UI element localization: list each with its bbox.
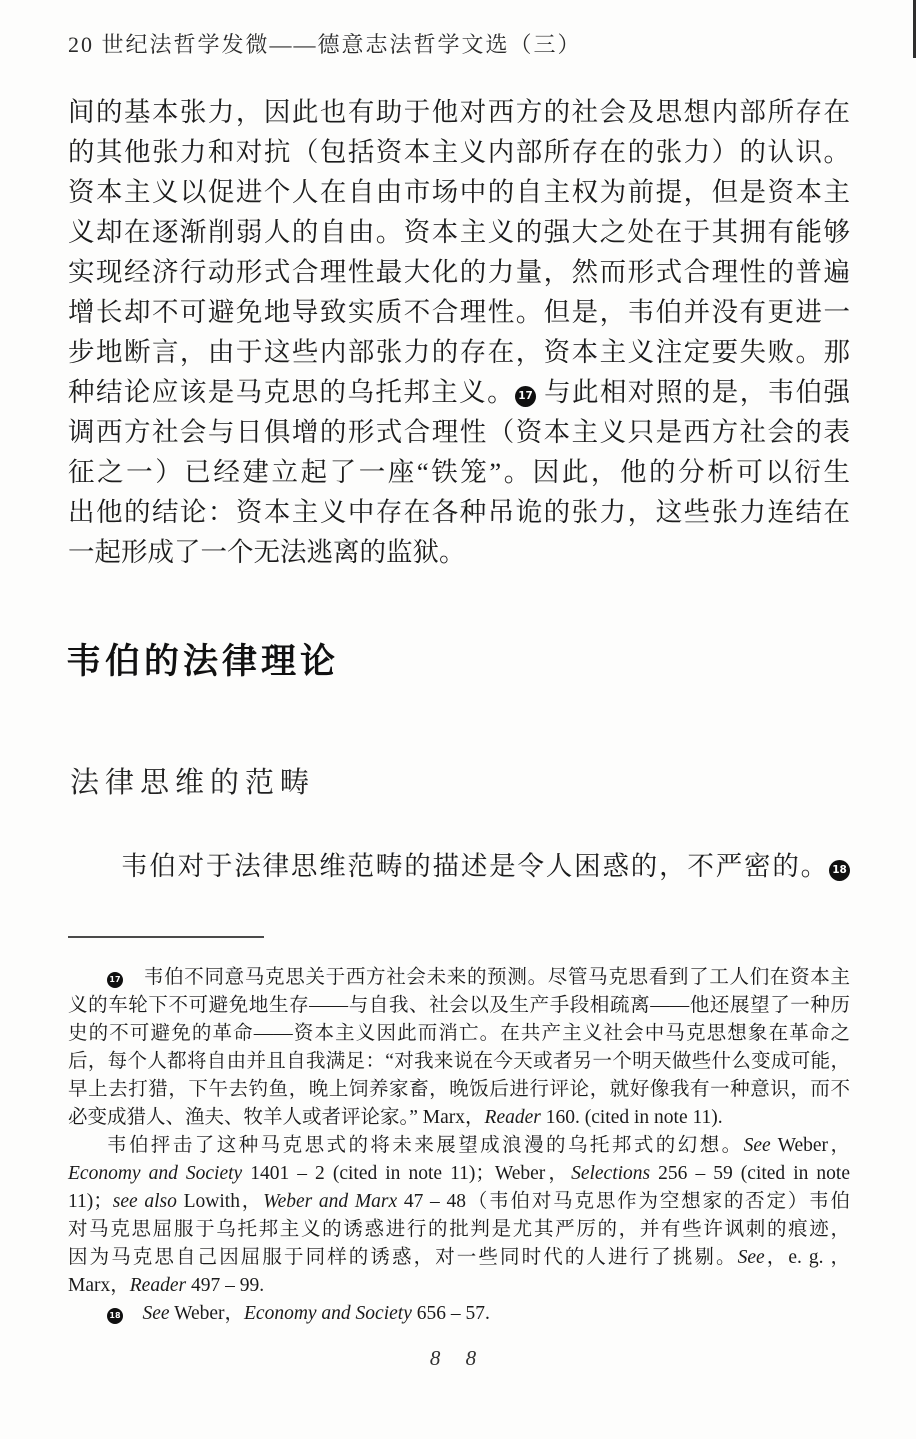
body-paragraph-1 <box>68 92 850 572</box>
footnotes <box>68 964 850 1328</box>
footnote-marker: 17 <box>515 386 536 407</box>
page-number: 8 8 <box>429 1346 487 1370</box>
italic-citation: Economy and Society <box>244 1303 412 1324</box>
text-line: 因为马克思自己因屈服于同样的诱惑，对一些同时代的人进行了挑剔。See，e. g. ， <box>68 1247 850 1268</box>
italic-citation: See <box>142 1303 170 1324</box>
text-line: 种结论应该是马克思的乌托邦主义。 17 与此相对照的是，韦伯强 <box>68 377 851 407</box>
text-line: 18 See Weber，Economy and Society 656 – 57. <box>68 1300 850 1328</box>
text-line: 义的车轮下不可避免地生存——与自我、社会以及生产手段相疏离——他还展望了一种历 <box>68 995 850 1016</box>
text-line: 17 韦伯不同意马克思关于西方社会未来的预测。尽管马克思看到了工人们在资本主 <box>68 964 850 992</box>
section-heading: 韦伯的法律理论 <box>66 642 340 681</box>
text-line: 调西方社会与日俱增的形式合理性（资本主义只是西方社会的表 <box>68 417 850 447</box>
text-line: Economy and Society 1401 – 2 (cited in note 11)；Weber，Selections 256 – 59 (cited in note <box>68 1163 850 1184</box>
text-line: 义却在逐渐削弱人的自由。资本主义的强大之处在于其拥有能够 <box>68 217 850 247</box>
footnote-17-paragraph-1 <box>68 964 850 1132</box>
text-line: 后，每个人都将自由并且自我满足：“对我来说在今天或者另一个明天做些什么变成可能， <box>68 1051 850 1072</box>
text-line: 资本主义以促进个人在自由市场中的自主权为前提，但是资本主 <box>68 177 850 207</box>
footnote-marker: 17 <box>107 972 123 988</box>
italic-citation: Reader <box>129 1275 187 1296</box>
text-line: 早上去打猎，下午去钓鱼，晚上饲养家畜，晚饭后进行评论，就好像我有一种意识，而不 <box>68 1079 850 1100</box>
italic-citation: Weber and Marx <box>263 1191 398 1212</box>
text-line: 史的不可避免的革命——资本主义因此而消亡。在共产主义社会中马克思想象在革命之 <box>68 1023 850 1044</box>
body-paragraph-2 <box>68 846 850 886</box>
italic-citation: See <box>737 1247 765 1268</box>
footnote-marker: 18 <box>829 860 850 881</box>
text-line: Marx，Reader 497 – 99. <box>68 1275 265 1296</box>
text-line: 必变成猎人、渔夫、牧羊人或者评论家。” Marx，Reader 160. (cited in note 11). <box>68 1107 723 1128</box>
text-line: 出他的结论：资本主义中存在各种吊诡的张力，这些张力连结在 <box>68 497 850 527</box>
text-line: 对马克思屈服于乌托邦主义的诱惑进行的批判是尤其严厉的，并有些许讽刺的痕迹， <box>68 1219 850 1240</box>
footnote-18 <box>68 1300 850 1328</box>
italic-citation: Selections <box>571 1163 651 1184</box>
text-line: 韦伯对于法律思维范畴的描述是令人困惑的，不严密的。 18 <box>68 846 850 886</box>
text-line: 一起形成了一个无法逃离的监狱。 <box>68 537 466 567</box>
text-line: 增长却不可避免地导致实质不合理性。但是，韦伯并没有更进一 <box>68 297 850 327</box>
subsection-heading: 法律思维的范畴 <box>70 767 316 799</box>
italic-citation: Reader <box>484 1107 541 1128</box>
italic-citation: Economy and Society <box>68 1163 243 1184</box>
text-line: 间的基本张力，因此也有助于他对西方的社会及思想内部所存在 <box>68 97 850 127</box>
running-head: 20 世纪法哲学发微——德意志法哲学文选（三） <box>68 32 582 57</box>
text-line: 征之一）已经建立起了一座“铁笼”。因此，他的分析可以衍生 <box>68 457 850 487</box>
footnote-marker: 18 <box>107 1308 123 1324</box>
text-line: 韦伯抨击了这种马克思式的将未来展望成浪漫的乌托邦式的幻想。See Weber， <box>107 1135 850 1156</box>
footnote-17-paragraph-2 <box>68 1132 850 1300</box>
italic-citation: see also <box>112 1191 177 1212</box>
text-line: 11)；see also Lowith，Weber and Marx 47 – 48（韦伯对马克思作为空想家的否定）韦伯 <box>68 1191 850 1212</box>
italic-citation: See <box>743 1135 771 1156</box>
text-line: 实现经济行动形式合理性最大化的力量，然而形式合理性的普遍 <box>68 257 850 287</box>
footnote-separator <box>68 936 264 938</box>
text-line: 的其他张力和对抗（包括资本主义内部所存在的张力）的认识。 <box>68 137 850 167</box>
text-line: 步地断言，由于这些内部张力的存在，资本主义注定要失败。那 <box>68 337 850 367</box>
